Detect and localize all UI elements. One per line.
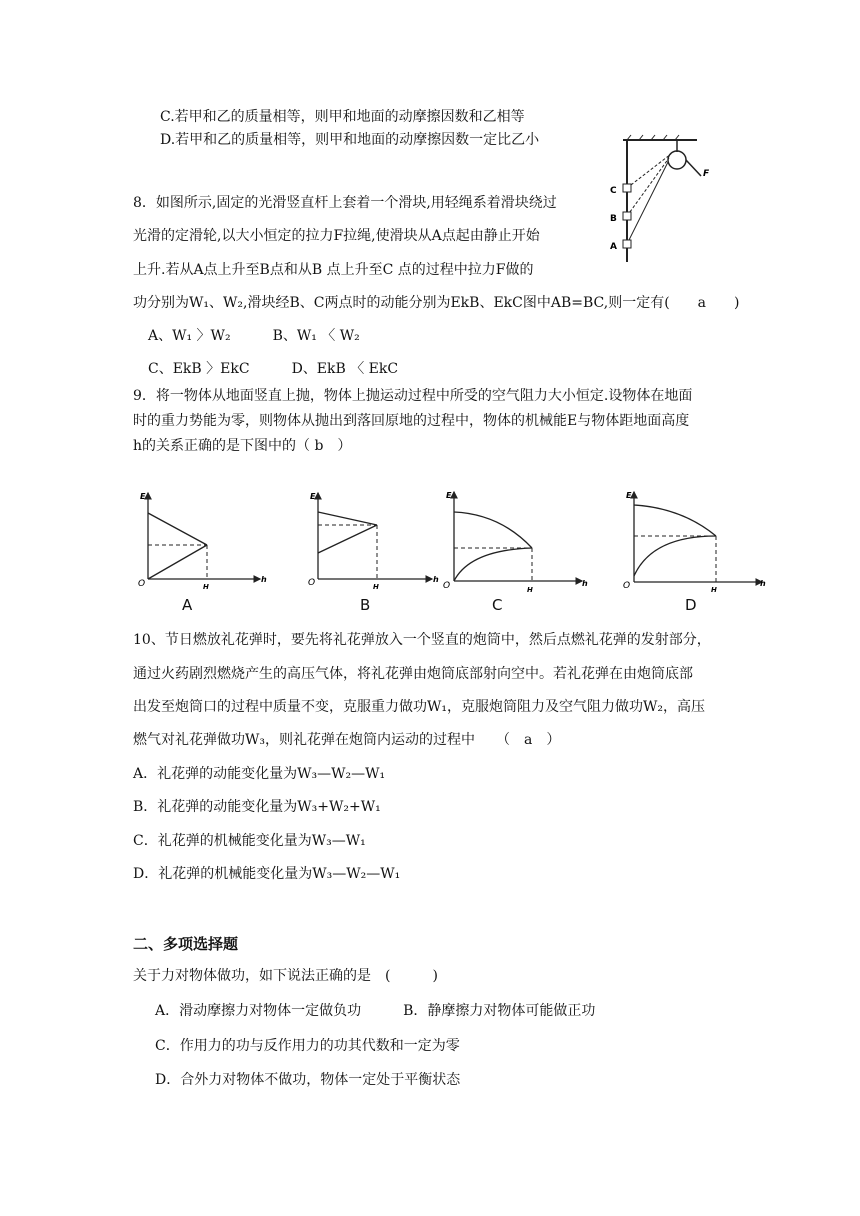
graph-d-mark-h: H — [711, 586, 717, 594]
option-d-prev: D.若甲和乙的质量相等，则甲和地面的动摩擦因数一定比乙小 — [160, 132, 540, 148]
q10-option-a: A．礼花弹的动能变化量为W₃—W₂—W₁ — [133, 766, 386, 782]
section-2-options-ab: A．滑动摩擦力对物体一定做负功 B．静摩擦力对物体可能做正功 — [155, 1003, 596, 1019]
section-2-option-d: D．合外力对物体不做功，物体一定处于平衡状态 — [155, 1072, 461, 1088]
graph-b — [305, 485, 440, 590]
graph-b-letter: B — [360, 596, 371, 614]
q10-line-2: 通过火药剧烈燃烧产生的高压气体，将礼花弹由炮筒底部射向空中。若礼花弹在由炮筒底部 — [133, 666, 693, 682]
q9-line-2: 时的重力势能为零，则物体从抛出到落回原地的过程中，物体的机械能E与物体距地面高度 — [133, 413, 690, 429]
section-2-stem: 关于力对物体做功，如下说法正确的是 ( ) — [133, 968, 438, 984]
graph-b-mark-h: H — [373, 583, 379, 590]
q8-pulley-figure — [605, 132, 715, 264]
graph-c-origin: O — [443, 581, 451, 591]
q10-line-3: 出发至炮筒口的过程中质量不变，克服重力做功W₁，克服炮筒阻力及空气阻力做功W₂，高压 — [133, 699, 706, 715]
graph-b-axis-e: E — [310, 492, 316, 501]
q9-line-1: 9．将一物体从地面竖直上抛，物体上抛运动过程中所受的空气阻力大小恒定.设物体在地面 — [133, 388, 693, 404]
graph-a — [135, 485, 270, 590]
graph-d-axis-e: E — [626, 491, 632, 500]
graph-d — [620, 484, 770, 594]
graph-d-axis-h: h — [760, 579, 766, 588]
q8-label-f: F — [703, 169, 710, 179]
q10-option-d: D．礼花弹的机械能变化量为W₃—W₂—W₁ — [133, 866, 401, 882]
q8-line-1: 8．如图所示,固定的光滑竖直杆上套着一个滑块,用轻绳系着滑块绕过 — [133, 195, 557, 211]
graph-c-axis-e: E — [446, 491, 452, 500]
section-2-option-c: C．作用力的功与反作用力的功其代数和一定为零 — [155, 1038, 460, 1054]
q8-label-b: B — [610, 214, 617, 224]
q8-options-ab: A、W₁ 〉W₂ B、W₁ 〈 W₂ — [148, 328, 360, 344]
graph-a-axis-h: h — [261, 575, 267, 584]
graph-a-letter: A — [182, 596, 193, 614]
graph-d-letter: D — [685, 596, 697, 614]
graph-c — [440, 484, 590, 594]
q10-line-4: 燃气对礼花弹做功W₃，则礼花弹在炮筒内运动的过程中 （ a ） — [133, 732, 561, 748]
graph-a-origin: O — [138, 579, 146, 589]
q8-line-3: 上升.若从A点上升至B点和从B 点上升至C 点的过程中拉力F做的 — [133, 262, 534, 278]
graph-a-axis-e: E — [140, 492, 146, 501]
q9-line-3: h的关系正确的是下图中的（ b ） — [133, 438, 352, 454]
graph-b-axis-h: h — [433, 575, 439, 584]
q8-line-4: 功分别为W₁、W₂,滑块经B、C两点时的动能分别为EkB、EkC图中AB=BC,则一定有( a ) — [133, 295, 740, 311]
graph-b-origin: O — [308, 578, 316, 588]
q8-options-cd: C、EkB 〉EkC D、EkB 〈 EkC — [148, 361, 399, 377]
q8-label-c: C — [610, 186, 617, 196]
q10-option-b: B．礼花弹的动能变化量为W₃+W₂+W₁ — [133, 799, 381, 815]
q8-line-2: 光滑的定滑轮,以大小恒定的拉力F拉绳,使滑块从A点起由静止开始 — [133, 228, 540, 244]
q10-option-c: C．礼花弹的机械能变化量为W₃—W₁ — [133, 833, 366, 849]
q10-line-1: 10、节日燃放礼花弹时，要先将礼花弹放入一个竖直的炮筒中，然后点燃礼花弹的发射部分， — [133, 632, 711, 648]
graph-a-mark-h: H — [203, 583, 209, 590]
section-2-heading: 二、多项选择题 — [133, 935, 239, 953]
graph-d-origin: O — [623, 581, 631, 591]
graph-c-axis-h: h — [582, 579, 588, 588]
graph-c-letter: C — [492, 596, 503, 614]
option-c-prev: C.若甲和乙的质量相等，则甲和地面的动摩擦因数和乙相等 — [160, 109, 525, 125]
q8-label-a: A — [610, 242, 617, 252]
graph-c-mark-h: H — [527, 586, 533, 594]
